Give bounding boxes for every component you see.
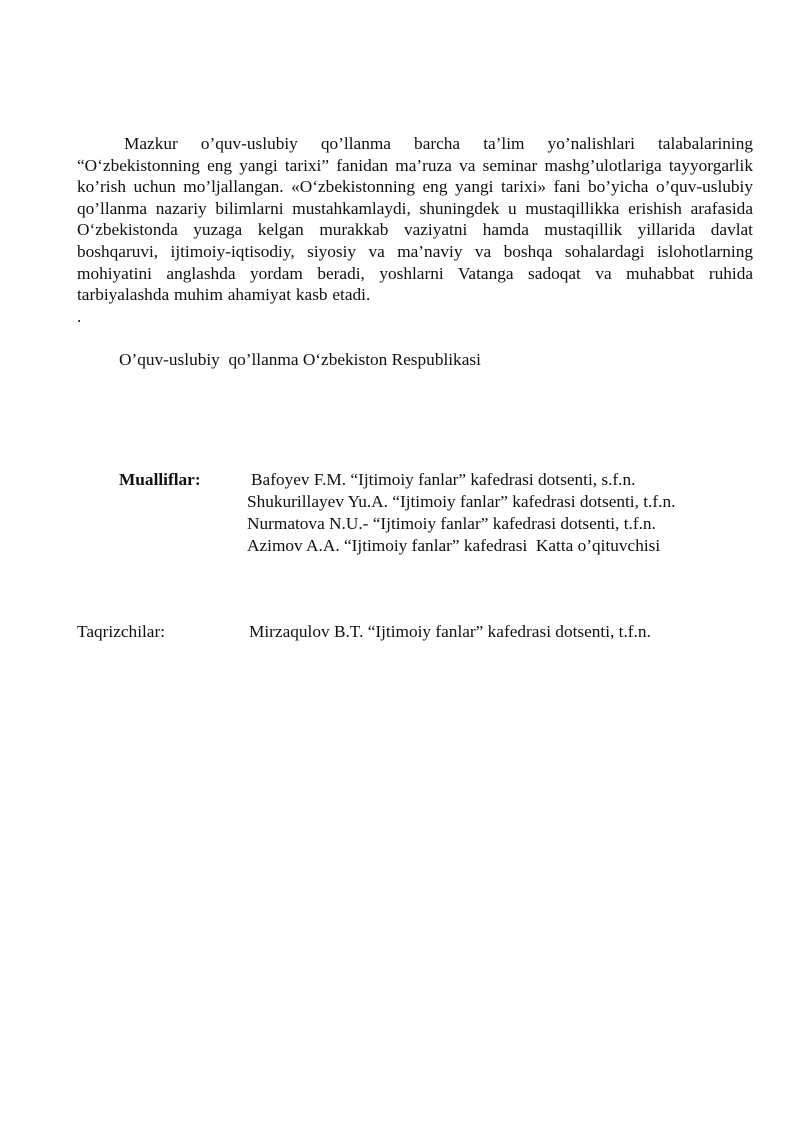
reviewers-label: Taqrizchilar:	[77, 622, 166, 641]
authors-label: Mualliflar:	[119, 470, 201, 489]
paragraph-dot: .	[77, 307, 82, 326]
author-item: Azimov A.A. “Ijtimoiy fanlar” kafedrasi Katta o’qituvchisi	[247, 536, 661, 555]
author-item: Nurmatova N.U.- “Ijtimoiy fanlar” kafedrasi dotsenti, t.f.n.	[247, 514, 656, 533]
intro-paragraph: Mazkur o’quv-uslubiy qo’llanma barcha ta’lim yo’nalishlari talabalarining “O‘zbekistonning eng yangi tarixi” fanidan ma’ruza va seminar mashg’ulotlariga tayyorgarlik ko’rish uchun mo’ljallangan. «O‘zbekistonning eng yangi tarixi» fani bo’yicha o’quv-uslubiy qo’llanma nazariy bilimlarni mustahkamlaydi, shuningdek u mustaqillikka erishish arafasida O‘zbekistonda yuzaga kelgan murakkab vaziyatni hamda mustaqillik yillarida davlat boshqaruvi, ijtimoiy-iqtisodiy, siyosiy va ma’naviy va boshqa sohalardagi islohotlarning mohiyatini anglashda yordam beradi, yoshlarni Vatanga sadoqat va muhabbat ruhida tarbiyalashda muhim ahamiyat kasb etadi.	[77, 134, 753, 305]
author-item: Bafoyev F.M. “Ijtimoiy fanlar” kafedrasi dotsenti, s.f.n.	[251, 470, 636, 489]
reviewer-item: Mirzaqulov B.T. “Ijtimoiy fanlar” kafedrasi dotsenti, t.f.n.	[249, 622, 651, 641]
authors-list	[247, 469, 675, 557]
manual-note: O’quv-uslubiy qo’llanma O‘zbekiston Respublikasi	[119, 350, 481, 369]
author-item: Shukurillayev Yu.A. “Ijtimoiy fanlar” kafedrasi dotsenti, t.f.n.	[247, 492, 676, 511]
